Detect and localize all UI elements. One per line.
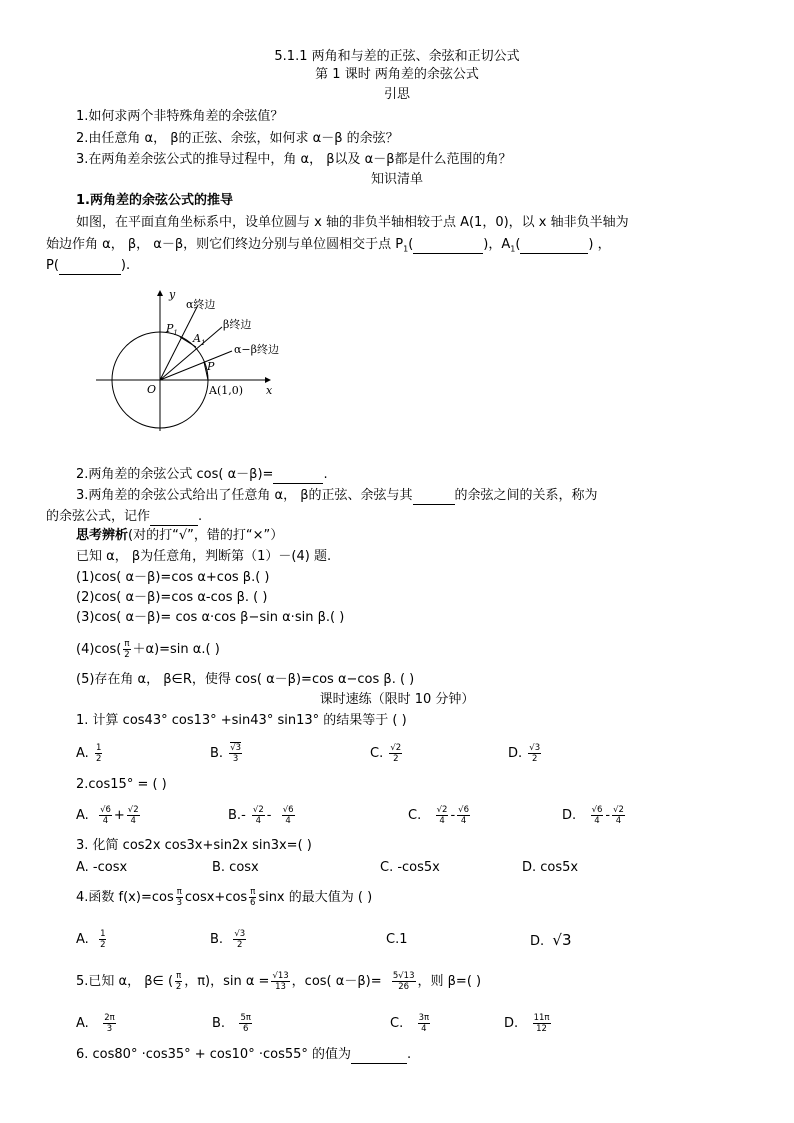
question-6: 6. cos80° ·cos35° + cos10° ·cos55° 的值为 . bbox=[76, 1047, 412, 1062]
knowledge-heading-1: 1.两角差的余弦公式的推导 bbox=[76, 193, 233, 208]
point-p-label: P bbox=[207, 360, 215, 373]
x-axis-label: x bbox=[266, 384, 273, 397]
section-intro-heading: 引思 bbox=[383, 87, 410, 102]
q3-option-b[interactable]: B. cosx bbox=[212, 860, 259, 875]
blank-relation[interactable] bbox=[413, 488, 455, 505]
q1-option-a[interactable]: A. $\frac{1}{2}$ bbox=[76, 743, 102, 764]
judge-item-1: (1)cos( α－β)=cos α+cos β.( ) bbox=[76, 570, 270, 585]
point-a-label: A(1,0) bbox=[209, 384, 244, 397]
blank-q6[interactable] bbox=[351, 1047, 407, 1064]
q2-option-d[interactable]: D. $\frac{√6}{4}$ - $\frac{√2}{4}$ bbox=[562, 805, 624, 826]
origin-label: O bbox=[147, 383, 157, 396]
blank-notation[interactable] bbox=[150, 509, 198, 526]
q5-option-c[interactable]: C. $\frac{3\pi}{4}$ bbox=[390, 1013, 430, 1034]
question-4: 4.函数 f(x)=cos $\frac{\pi}{3}$ cosx+cos $\frac{\pi}{6}$ sinx 的最大值为 ( ) bbox=[76, 887, 373, 908]
page-title: 5.1.1 两角和与差的正弦、余弦和正切公式 bbox=[274, 49, 520, 64]
alpha-terminal-label: α终边 bbox=[186, 298, 216, 311]
intro-question-1: 1.如何求两个非特殊角差的余弦值？ bbox=[76, 109, 284, 124]
q3-option-d[interactable]: D. cos5x bbox=[522, 860, 579, 875]
page-subtitle: 第 1 课时 两角差的余弦公式 bbox=[315, 67, 479, 82]
q2-option-c[interactable]: C. $\frac{√2}{4}$ - $\frac{√6}{4}$ bbox=[408, 805, 469, 826]
judge-item-4: (4)cos( $\frac{\pi}{2}$ ＋α)=sin α.( ) bbox=[76, 639, 220, 660]
diff-terminal-side bbox=[160, 351, 232, 380]
unit-circle-figure bbox=[90, 285, 300, 435]
q2-option-a[interactable]: A. $\frac{√6}{4}$ + $\frac{√2}{4}$ bbox=[76, 805, 139, 826]
q2-option-b[interactable]: B.- $\frac{√2}{4}$ - $\frac{√6}{4}$ bbox=[228, 805, 294, 826]
point-p1-label: $P_1$ bbox=[166, 322, 178, 337]
knowledge-paragraph-line3: P( ). bbox=[46, 258, 131, 273]
judge-item-3: (3)cos( α－β)= cos α·cos β−sin α·sin β.( ) bbox=[76, 610, 345, 625]
q1-option-d[interactable]: D. $\frac{√3}{2}$ bbox=[508, 743, 541, 764]
formula-line-3: 3.两角差的余弦公式给出了任意角 α， β的正弦、余弦与其 的余弦之间的关系，称为 bbox=[76, 488, 598, 503]
q1-option-c[interactable]: C. $\frac{√2}{2}$ bbox=[370, 743, 402, 764]
question-3: 3. 化简 cos2x cos3x+sin2x sin3x=( ) bbox=[76, 838, 312, 853]
y-axis-label: y bbox=[169, 288, 176, 301]
q5-option-b[interactable]: B. $\frac{5\pi}{6}$ bbox=[212, 1013, 251, 1034]
formula-line-2: 2.两角差的余弦公式 cos( α－β)= . bbox=[76, 467, 328, 482]
q4-option-d[interactable]: D. √3 bbox=[530, 931, 572, 949]
blank-a1[interactable] bbox=[520, 237, 588, 254]
q4-option-c[interactable]: C.1 bbox=[386, 932, 408, 947]
intro-question-3: 3.在两角差余弦公式的推导过程中，角 α， β以及 α－β都是什么范围的角？ bbox=[76, 152, 512, 167]
judge-item-2: (2)cos( α－β)=cos α-cos β. ( ) bbox=[76, 590, 268, 605]
practice-heading: 课时速练（限时 10 分钟） bbox=[319, 692, 475, 707]
question-2: 2.cos15° = ( ) bbox=[76, 777, 167, 792]
judge-intro: 已知 α， β为任意角，判断第（1）－(4) 题. bbox=[76, 549, 332, 564]
point-a1-label: $A_1$ bbox=[193, 332, 206, 347]
question-1: 1. 计算 cos43° cos13° +sin43° sin13° 的结果等于 ( ) bbox=[76, 713, 407, 728]
judge-item-5: (5)存在角 α， β∈R，使得 cos( α－β)=cos α−cos β. ( ) bbox=[76, 672, 415, 687]
knowledge-paragraph-line1: 如图，在平面直角坐标系中，设单位圆与 x 轴的非负半轴相较于点 A(1，0)，以 x 轴非负半轴为 bbox=[76, 215, 629, 230]
blank-formula[interactable] bbox=[273, 467, 323, 484]
question-5: 5.已知 α， β∈ ( $\frac{\pi}{2}$ ，π)，sin α = $\frac{√13}{13}$ ，cos( α－β)= $\frac{5√13}{26}$ ，则 β=( ) bbox=[76, 971, 482, 992]
blank-p1[interactable] bbox=[413, 237, 483, 254]
blank-p[interactable] bbox=[59, 258, 121, 275]
intro-question-2: 2.由任意角 α， β的正弦、余弦，如何求 α－β 的余弦？ bbox=[76, 131, 399, 146]
q4-option-b[interactable]: B. $\frac{√3}{2}$ bbox=[210, 929, 246, 950]
q5-option-a[interactable]: A. $\frac{2\pi}{3}$ bbox=[76, 1013, 115, 1034]
q3-option-c[interactable]: C. -cos5x bbox=[380, 860, 440, 875]
diff-terminal-label: α−β终边 bbox=[234, 343, 280, 356]
q1-option-b[interactable]: B. $\frac{√3}{3}$ bbox=[210, 743, 242, 764]
knowledge-paragraph-line2: 始边作角 α， β， α－β，则它们终边分别与单位圆相交于点 $P_1$( )，$A_1$( ) ， bbox=[46, 237, 611, 254]
formula-line-4: 的余弦公式，记作 . bbox=[46, 509, 203, 524]
judge-heading: 思考辨析(对的打“√”，错的打“×”） bbox=[76, 528, 284, 543]
q3-option-a[interactable]: A. -cosx bbox=[76, 860, 128, 875]
section-knowledge-heading: 知识清单 bbox=[370, 172, 423, 187]
beta-terminal-label: β终边 bbox=[223, 318, 252, 331]
q4-option-a[interactable]: A. $\frac{1}{2}$ bbox=[76, 929, 106, 950]
q5-option-d[interactable]: D. $\frac{11\pi}{12}$ bbox=[504, 1013, 550, 1034]
